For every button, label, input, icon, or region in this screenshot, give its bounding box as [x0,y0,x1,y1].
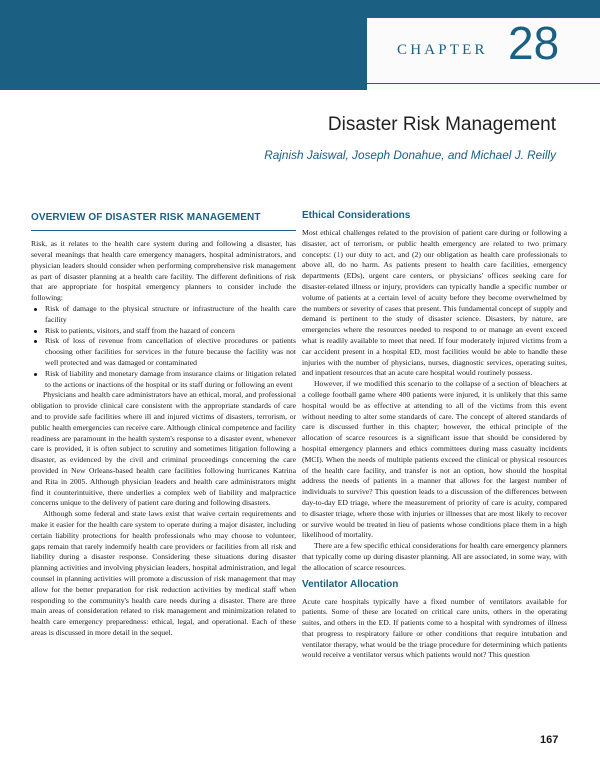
overview-intro-paragraph: Risk, as it relates to the health care system during and following a disaster, has several meanings that health care emergency managers, hospital administrators, and physician leaders should consider when performing comprehensive risk management as part of disaster planning at a health care facility. The different definitions of risk that are appropriate for hospital emergency planners to consider include the following: [31,239,296,303]
ethical-paragraph-1 [302,228,567,379]
chapter-authors: Rajnish Jaiswal, Joseph Donahue, and Michael J. Reilly [264,148,556,162]
chapter-divider [367,83,600,84]
section-heading-ethical: Ethical Considerations [302,210,411,221]
ethical-paragraph-2: However, if we modified this scenario to the collapse of a section of bleachers at a college football game where 400 patients were injured, it is unlikely that this same hospital would be as effective at attending to all of the victims from this event without needing to alter some standards of care. The concept of altered standards of care is discussed further in this chapter; however, the ethical principle of the allocation of scarce resources is a significant issue that should be considered by hospital emergency planners and ethics committees during mass casualty incidents (MCI). When the needs of multiple patients exceed the clinical or physical resources of the health care facility, and transfer is not an option, how should the hospital address the needs of patients in a manner that allows for the largest number of individuals to survive? This question leads to a discussion of the differences between day-to-day ED triage, where the measurement of priority of care is acuity, compared to disaster triage, where those with injuries or illnesses that are most likely to recover or survive would be treated in lieu of patients whose conditions place them in a high likelihood of mortality. [302,379,567,540]
section-heading-overview: OVERVIEW OF DISASTER RISK MANAGEMENT [31,212,261,223]
chapter-title: Disaster Risk Management [327,114,556,135]
list-item: Risk to patients, visitors, and staff from the hazard of concern [45,326,296,337]
page-number: 167 [540,734,559,746]
chapter-word: CHAPTER [397,42,488,58]
risk-definition-list [31,304,296,390]
list-item: Risk of damage to the physical structure or infrastructure of the health care facility [45,304,296,324]
left-column [31,212,296,639]
right-column [302,210,567,661]
list-item: Risk of liability and monetary damage from insurance claims or litigation related to the actions or inactions of the hospital or its staff during or following an event [45,368,296,389]
section-rule [31,230,296,231]
overview-paragraph-2: Physicians and health care administrators have an ethical, moral, and professional obligation to provide clinical care consistent with the appropriate standards of care and to provide safe facilities where ill and injured victims of disasters, terrorism, or public health emergencies can receive care. Although clinical competence and facility readiness are paramount in the health system's response to a disaster event, whenever care is provided, it is often subject to scrutiny and sometimes litigation following a disaster, as evidenced by the civil and criminal proceedings concerning the care provided in New Orleans-based health care facilities following hurricanes Katrina and Rita in 2005. Although physician leaders and health care administrators might find it counterintuitive, there underlies a complex web of liability and malpractice concerns unique to the delivery of patient care during and following disasters. [31,390,296,508]
subheading-ventilator: Ventilator Allocation [302,578,399,590]
citation-link[interactable]: 1 [336,249,341,259]
ventilator-paragraph: Acute care hospitals typically have a fixed number of ventilators available for patients. Some of these are located on critical care units, others in the operating suites, and others in the ED. If patients come to a hospital with syndromes of illness that progress to respiratory failure or other conditions that require intubation and ventilator therapy, what would be the triage procedure for determining which patients would receive a ventilator versus which patients would not? This question [302,596,567,660]
ethical-paragraph-1-end: ) our duty to act, and (2) our obligation as health care professionals to above all, do no harm. As patients present to health care facilities, emergency departments (EDs), urgent care centers, or physicians' offices seeking care for disaster-related illness or injury, providers can typically handle a specific number or volume of patients at a certain level of acuity before they become overwhelmed by the numbers or severity of cases that present. This fundamental concept of supply and demand is pertinent to the study of disaster science. Disasters, by nature, are emergencies where the resources needed to respond to or manage an event exceed what is readily available to meet that need. If four moderately injured victims from a car accident present in a hospital ED, most facilities would be able to handle these injuries with the number of physicians, nurses, diagnostic services, operating suites, and inpatient resources that an acute care hospital would routinely possess. [302,249,567,378]
overview-paragraph-3: Although some federal and state laws exist that waive certain requirements and make it easier for the health care system to operate during a major disaster, including certain liability protections for health professionals who may choose to volunteer, gaps remain that rarely indemnify health care providers or facilities from all risk and liability during a disaster response. Considering these situations during disaster planning activities and involving physician leaders, hospital administration, and legal counsel in planning activities will promote a discussion of risk management that may allow for the better preparation for risk reduction activities by medical staff when responding to the community's health care needs during a disaster. There are three main areas of consideration related to risk management and minimization related to health care emergency preparedness: ethical, legal, and operational. Each of these areas is discussed in more detail in the sequel. [31,509,296,637]
ethical-paragraph-1-start: Most ethical challenges related to the provision of patient care during or following a disaster, act of terrorism, or public health emergency are related to two primary concepts: ( [302,228,567,259]
ethical-paragraph-3: There are a few specific ethical considerations for health care emergency planners that typically come up during disaster planning. All are associated, in some way, with the allocation of scarce resources. [302,541,567,572]
chapter-number: 28 [508,17,560,69]
list-item: Risk of loss of revenue from cancellation of elective procedures or patients choosing other facilities for services in the future because the facility was not well protected and was damaged or contaminated [45,336,296,368]
